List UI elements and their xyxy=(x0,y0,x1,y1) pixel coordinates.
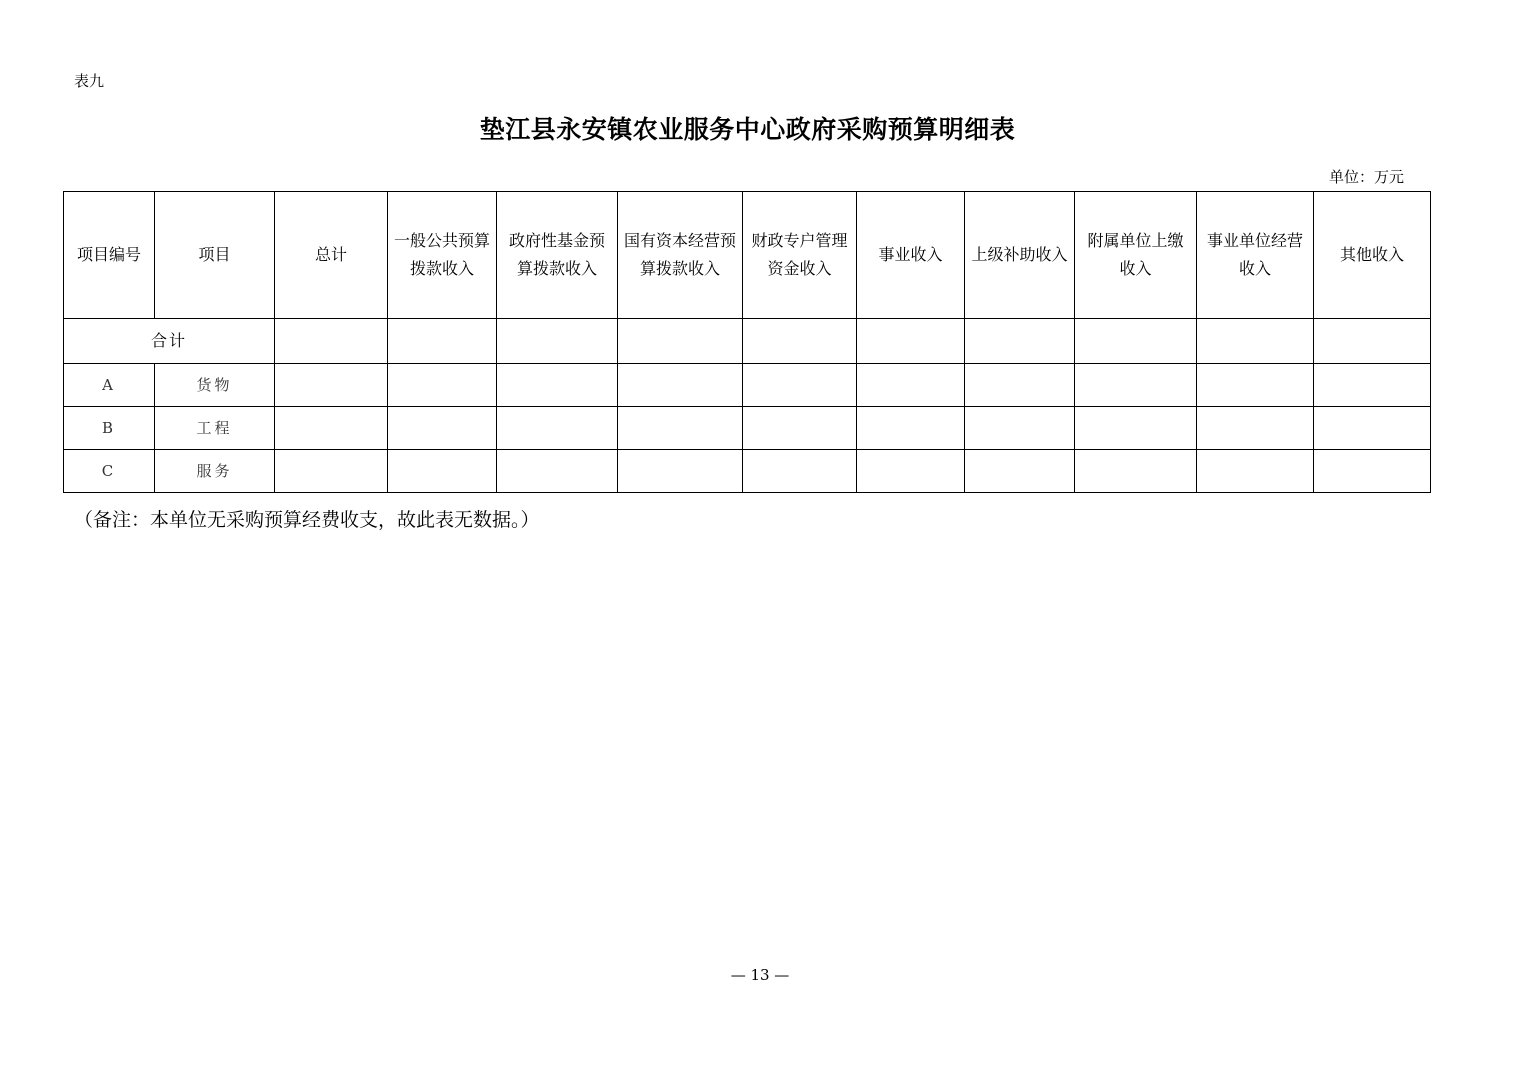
footnote: （备注：本单位无采购预算经费收支，故此表无数据。） xyxy=(74,509,540,531)
procurement-budget-table xyxy=(63,191,1431,493)
row-code: A xyxy=(64,364,155,407)
table-cell xyxy=(1314,450,1431,493)
total-label: 合计 xyxy=(64,319,275,364)
table-cell xyxy=(1075,450,1197,493)
table-cell xyxy=(1197,319,1314,364)
table-cell xyxy=(965,319,1075,364)
table-cell xyxy=(1075,319,1197,364)
table-cell xyxy=(965,450,1075,493)
row-code: C xyxy=(64,450,155,493)
header-government-fund-budget: 政府性基金预算拨款收入 xyxy=(497,192,618,319)
header-state-capital-budget: 国有资本经营预算拨款收入 xyxy=(618,192,743,319)
table-cell xyxy=(497,364,618,407)
table-cell xyxy=(618,450,743,493)
row-name: 货物 xyxy=(155,364,275,407)
header-superior-subsidy: 上级补助收入 xyxy=(965,192,1075,319)
table-cell xyxy=(743,407,857,450)
table-cell xyxy=(1197,450,1314,493)
row-code: B xyxy=(64,407,155,450)
header-operating-income: 事业单位经营收入 xyxy=(1197,192,1314,319)
table-cell xyxy=(1314,407,1431,450)
header-business-income: 事业收入 xyxy=(857,192,965,319)
table-cell xyxy=(388,450,497,493)
row-name: 服务 xyxy=(155,450,275,493)
table-cell xyxy=(618,319,743,364)
table-cell xyxy=(743,450,857,493)
table-cell xyxy=(743,364,857,407)
header-other-income: 其他收入 xyxy=(1314,192,1431,319)
header-general-public-budget: 一般公共预算拨款收入 xyxy=(388,192,497,319)
table-cell xyxy=(1314,364,1431,407)
table-cell xyxy=(1197,364,1314,407)
table-cell xyxy=(618,407,743,450)
header-special-account-funds: 财政专户管理资金收入 xyxy=(743,192,857,319)
table-cell xyxy=(497,407,618,450)
table-cell xyxy=(497,319,618,364)
table-cell xyxy=(1075,364,1197,407)
table-cell xyxy=(1197,407,1314,450)
page-title: 垫江县永安镇农业服务中心政府采购预算明细表 xyxy=(479,115,1016,144)
page-number: — 13 — xyxy=(730,966,790,984)
table-cell xyxy=(497,450,618,493)
unit-label: 单位：万元 xyxy=(1328,168,1404,186)
table-cell xyxy=(618,364,743,407)
header-item-code: 项目编号 xyxy=(64,192,155,319)
table-cell xyxy=(743,319,857,364)
table-cell xyxy=(857,450,965,493)
table-cell xyxy=(1314,319,1431,364)
table-cell xyxy=(275,319,388,364)
table-row xyxy=(64,407,1431,450)
table-cell xyxy=(388,319,497,364)
table-number-label: 表九 xyxy=(74,72,105,90)
table-cell xyxy=(275,364,388,407)
table-cell xyxy=(857,319,965,364)
table-cell xyxy=(857,364,965,407)
table-cell xyxy=(275,450,388,493)
table-row xyxy=(64,364,1431,407)
table-cell xyxy=(857,407,965,450)
table-cell xyxy=(388,364,497,407)
table-cell xyxy=(965,407,1075,450)
table-row xyxy=(64,450,1431,493)
header-total: 总计 xyxy=(275,192,388,319)
table-total-row xyxy=(64,319,1431,364)
table-cell xyxy=(275,407,388,450)
table-header-row xyxy=(64,192,1431,319)
table-cell xyxy=(1075,407,1197,450)
table-cell xyxy=(965,364,1075,407)
header-affiliated-unit-income: 附属单位上缴收入 xyxy=(1075,192,1197,319)
row-name: 工程 xyxy=(155,407,275,450)
table-cell xyxy=(388,407,497,450)
header-item: 项目 xyxy=(155,192,275,319)
